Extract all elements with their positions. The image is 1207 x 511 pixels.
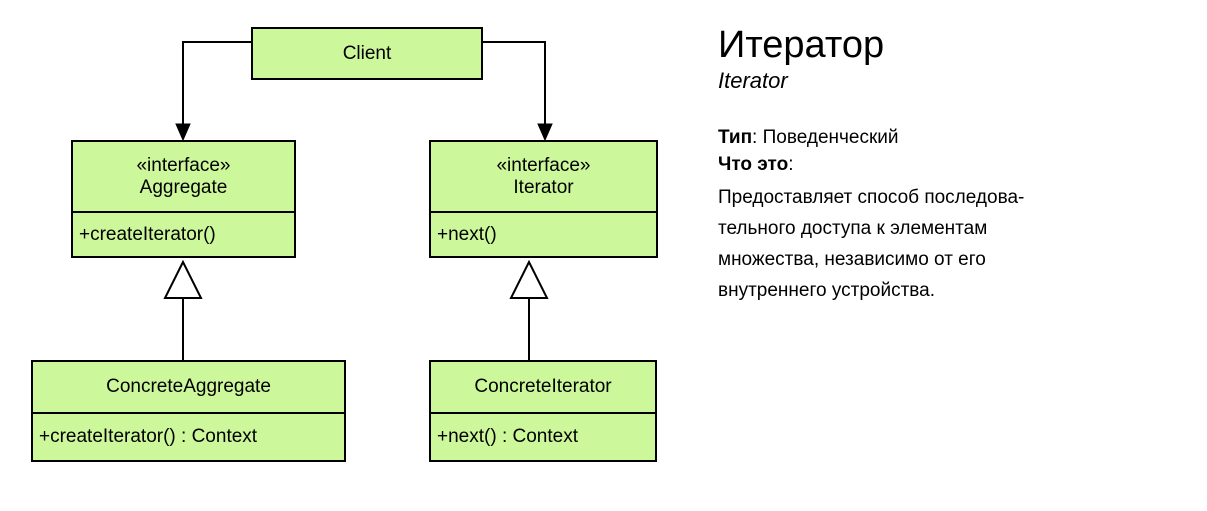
pattern-title-en: Iterator	[718, 68, 788, 93]
uml-class-iterator[interactable]	[429, 140, 658, 258]
class-member-iterator-0: +next()	[431, 211, 656, 256]
class-stereotype-iterator: «interface»	[496, 154, 591, 176]
class-name-concrete-aggregate: ConcreteAggregate	[106, 376, 271, 397]
class-header-aggregate	[73, 142, 294, 211]
pattern-what-label: Что это	[718, 154, 789, 175]
class-header-iterator	[431, 142, 656, 211]
info-panel	[718, 24, 1178, 306]
pattern-meta	[718, 124, 1178, 178]
pattern-type-line	[718, 124, 1178, 151]
arrowhead-client-aggregate	[176, 124, 190, 140]
pattern-title-ru: Итератор	[718, 24, 885, 66]
class-name-client: Client	[342, 42, 392, 64]
generalization-triangle-iterator	[511, 262, 547, 298]
uml-class-concrete-aggregate[interactable]	[31, 360, 346, 462]
pattern-what-line	[718, 151, 1178, 178]
pattern-description	[718, 182, 1078, 306]
class-member-aggregate-0: +createIterator()	[73, 211, 294, 256]
class-member-concrete-aggregate-0: +createIterator() : Context	[33, 412, 344, 460]
class-name-iterator: Iterator	[513, 176, 574, 198]
class-stereotype-aggregate: «interface»	[136, 154, 231, 176]
pattern-description-line-2: множества, независимо от его	[718, 249, 986, 270]
pattern-description-line-1: тельного доступа к элементам	[718, 218, 988, 239]
uml-class-concrete-iterator[interactable]	[429, 360, 657, 462]
uml-class-aggregate[interactable]	[71, 140, 296, 258]
pattern-description-line-0: Предоставляет способ последова-	[718, 187, 1025, 208]
edge-client-iterator	[483, 42, 545, 131]
class-member-concrete-iterator-0: +next() : Context	[431, 412, 655, 460]
arrowhead-client-iterator	[538, 124, 552, 140]
pattern-what-colon: :	[788, 154, 794, 175]
edge-client-aggregate	[183, 42, 251, 131]
class-name-aggregate: Aggregate	[139, 176, 228, 198]
pattern-description-line-3: внутреннего устройства.	[718, 280, 935, 301]
pattern-type-value: : Поведенческий	[752, 127, 899, 148]
uml-class-client[interactable]	[251, 27, 483, 80]
generalization-triangle-aggregate	[165, 262, 201, 298]
pattern-type-label: Тип	[718, 127, 753, 148]
class-name-concrete-iterator: ConcreteIterator	[474, 376, 612, 397]
